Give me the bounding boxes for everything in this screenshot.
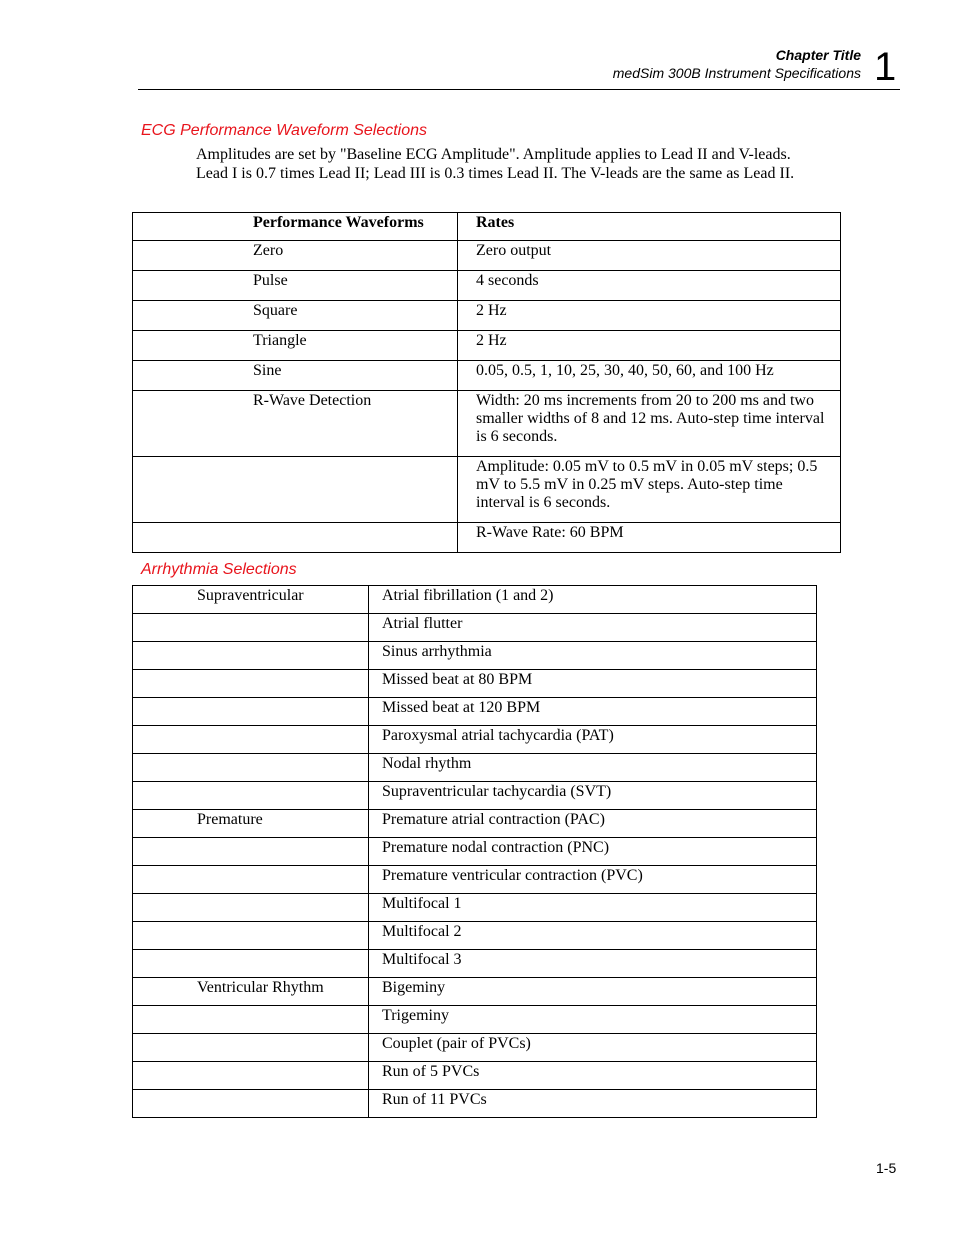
table-row bbox=[133, 241, 841, 271]
table-cell-category: Square bbox=[133, 301, 458, 331]
table-row bbox=[133, 1062, 817, 1090]
table-row bbox=[133, 754, 817, 782]
table-row bbox=[133, 922, 817, 950]
table-cell-category bbox=[133, 922, 369, 950]
chapter-number: 1 bbox=[874, 45, 897, 89]
table-row bbox=[133, 614, 817, 642]
table-cell-category bbox=[133, 754, 369, 782]
table-cell-category: Ventricular Rhythm bbox=[133, 978, 369, 1006]
table-row bbox=[133, 950, 817, 978]
table-cell-category: Triangle bbox=[133, 331, 458, 361]
table-cell-value: Missed beat at 120 BPM bbox=[369, 698, 817, 726]
table-cell-value: Atrial flutter bbox=[369, 614, 817, 642]
table-row bbox=[133, 361, 841, 391]
table-row bbox=[133, 810, 817, 838]
table-row bbox=[133, 838, 817, 866]
table-cell-category bbox=[133, 670, 369, 698]
table-row bbox=[133, 726, 817, 754]
table-row bbox=[133, 670, 817, 698]
chapter-title: Chapter Title bbox=[775, 47, 861, 63]
table-cell-category bbox=[133, 838, 369, 866]
table-row bbox=[133, 782, 817, 810]
table-cell-category bbox=[133, 950, 369, 978]
table-row bbox=[133, 271, 841, 301]
table-row bbox=[133, 1006, 817, 1034]
table-header-row bbox=[133, 213, 841, 241]
table-row bbox=[133, 894, 817, 922]
table-cell-category bbox=[133, 1006, 369, 1034]
table-cell-value: Couplet (pair of PVCs) bbox=[369, 1034, 817, 1062]
table-cell-value: Width: 20 ms increments from 20 to 200 ms and two smaller widths of 8 and 12 ms. Auto-step time interval is 6 seconds. bbox=[458, 391, 841, 457]
table-cell-category: Premature bbox=[133, 810, 369, 838]
table-cell-category bbox=[133, 894, 369, 922]
table-cell-value: Paroxysmal atrial tachycardia (PAT) bbox=[369, 726, 817, 754]
table-cell-category bbox=[133, 726, 369, 754]
running-header bbox=[613, 46, 861, 82]
table-row bbox=[133, 523, 841, 553]
table-cell-category: Supraventricular bbox=[133, 586, 369, 614]
performance-waveforms-table bbox=[132, 212, 841, 553]
column-header-rates: Rates bbox=[458, 213, 841, 241]
table-cell-category bbox=[133, 523, 458, 553]
arrhythmia-table bbox=[132, 585, 817, 1118]
table-row bbox=[133, 1034, 817, 1062]
table-cell-value: Premature nodal contraction (PNC) bbox=[369, 838, 817, 866]
page-number: 1-5 bbox=[876, 1160, 897, 1176]
table-row bbox=[133, 1090, 817, 1118]
arrhythmia-heading: Arrhythmia Selections bbox=[141, 561, 297, 578]
table-cell-value: Nodal rhythm bbox=[369, 754, 817, 782]
table-row bbox=[133, 331, 841, 361]
table-cell-value: Run of 5 PVCs bbox=[369, 1062, 817, 1090]
table-cell-value: Atrial fibrillation (1 and 2) bbox=[369, 586, 817, 614]
table-cell-value: Multifocal 2 bbox=[369, 922, 817, 950]
table-cell-category: Sine bbox=[133, 361, 458, 391]
table-row bbox=[133, 866, 817, 894]
table-row bbox=[133, 698, 817, 726]
table-row bbox=[133, 457, 841, 523]
table-cell-value: Premature ventricular contraction (PVC) bbox=[369, 866, 817, 894]
table-cell-category: Pulse bbox=[133, 271, 458, 301]
table-cell-value: Missed beat at 80 BPM bbox=[369, 670, 817, 698]
header-divider bbox=[138, 89, 900, 90]
table-cell-category bbox=[133, 457, 458, 523]
table-cell-value: 2 Hz bbox=[458, 301, 841, 331]
table-cell-value: Run of 11 PVCs bbox=[369, 1090, 817, 1118]
ecg-performance-heading: ECG Performance Waveform Selections bbox=[141, 122, 428, 139]
table-cell-category: R-Wave Detection bbox=[133, 391, 458, 457]
table-cell-category bbox=[133, 1090, 369, 1118]
table-cell-value: Premature atrial contraction (PAC) bbox=[369, 810, 817, 838]
table-cell-value: Sinus arrhythmia bbox=[369, 642, 817, 670]
intro-paragraph: Amplitudes are set by "Baseline ECG Amplitude". Amplitude applies to Lead II and V-leads. Lead I is 0.7 times Lead II; Lead III is 0.3 times Lead II. The V-leads are the same as Lead II. bbox=[196, 146, 795, 182]
table-cell-value: Amplitude: 0.05 mV to 0.5 mV in 0.05 mV steps; 0.5 mV to 5.5 mV in 0.25 mV steps. Auto-step time interval is 6 seconds. bbox=[458, 457, 841, 523]
table-cell-value: Bigeminy bbox=[369, 978, 817, 1006]
table-cell-category bbox=[133, 866, 369, 894]
table-cell-category bbox=[133, 782, 369, 810]
table-cell-category bbox=[133, 1062, 369, 1090]
document-subtitle: medSim 300B Instrument Specifications bbox=[612, 65, 861, 81]
table-cell-value: Supraventricular tachycardia (SVT) bbox=[369, 782, 817, 810]
table-row bbox=[133, 391, 841, 457]
table-cell-value: R-Wave Rate: 60 BPM bbox=[458, 523, 841, 553]
table-cell-value: Multifocal 1 bbox=[369, 894, 817, 922]
table-row bbox=[133, 586, 817, 614]
table-cell-category: Zero bbox=[133, 241, 458, 271]
table-row bbox=[133, 978, 817, 1006]
table-cell-value: 0.05, 0.5, 1, 10, 25, 30, 40, 50, 60, and 100 Hz bbox=[458, 361, 841, 391]
column-header-waveforms: Performance Waveforms bbox=[133, 213, 458, 241]
table-cell-value: 4 seconds bbox=[458, 271, 841, 301]
table-row bbox=[133, 301, 841, 331]
table-cell-category bbox=[133, 698, 369, 726]
table-cell-category bbox=[133, 614, 369, 642]
table-row bbox=[133, 642, 817, 670]
table-cell-value: Trigeminy bbox=[369, 1006, 817, 1034]
table-cell-value: 2 Hz bbox=[458, 331, 841, 361]
table-cell-category bbox=[133, 642, 369, 670]
table-cell-value: Multifocal 3 bbox=[369, 950, 817, 978]
table-cell-value: Zero output bbox=[458, 241, 841, 271]
table-cell-category bbox=[133, 1034, 369, 1062]
